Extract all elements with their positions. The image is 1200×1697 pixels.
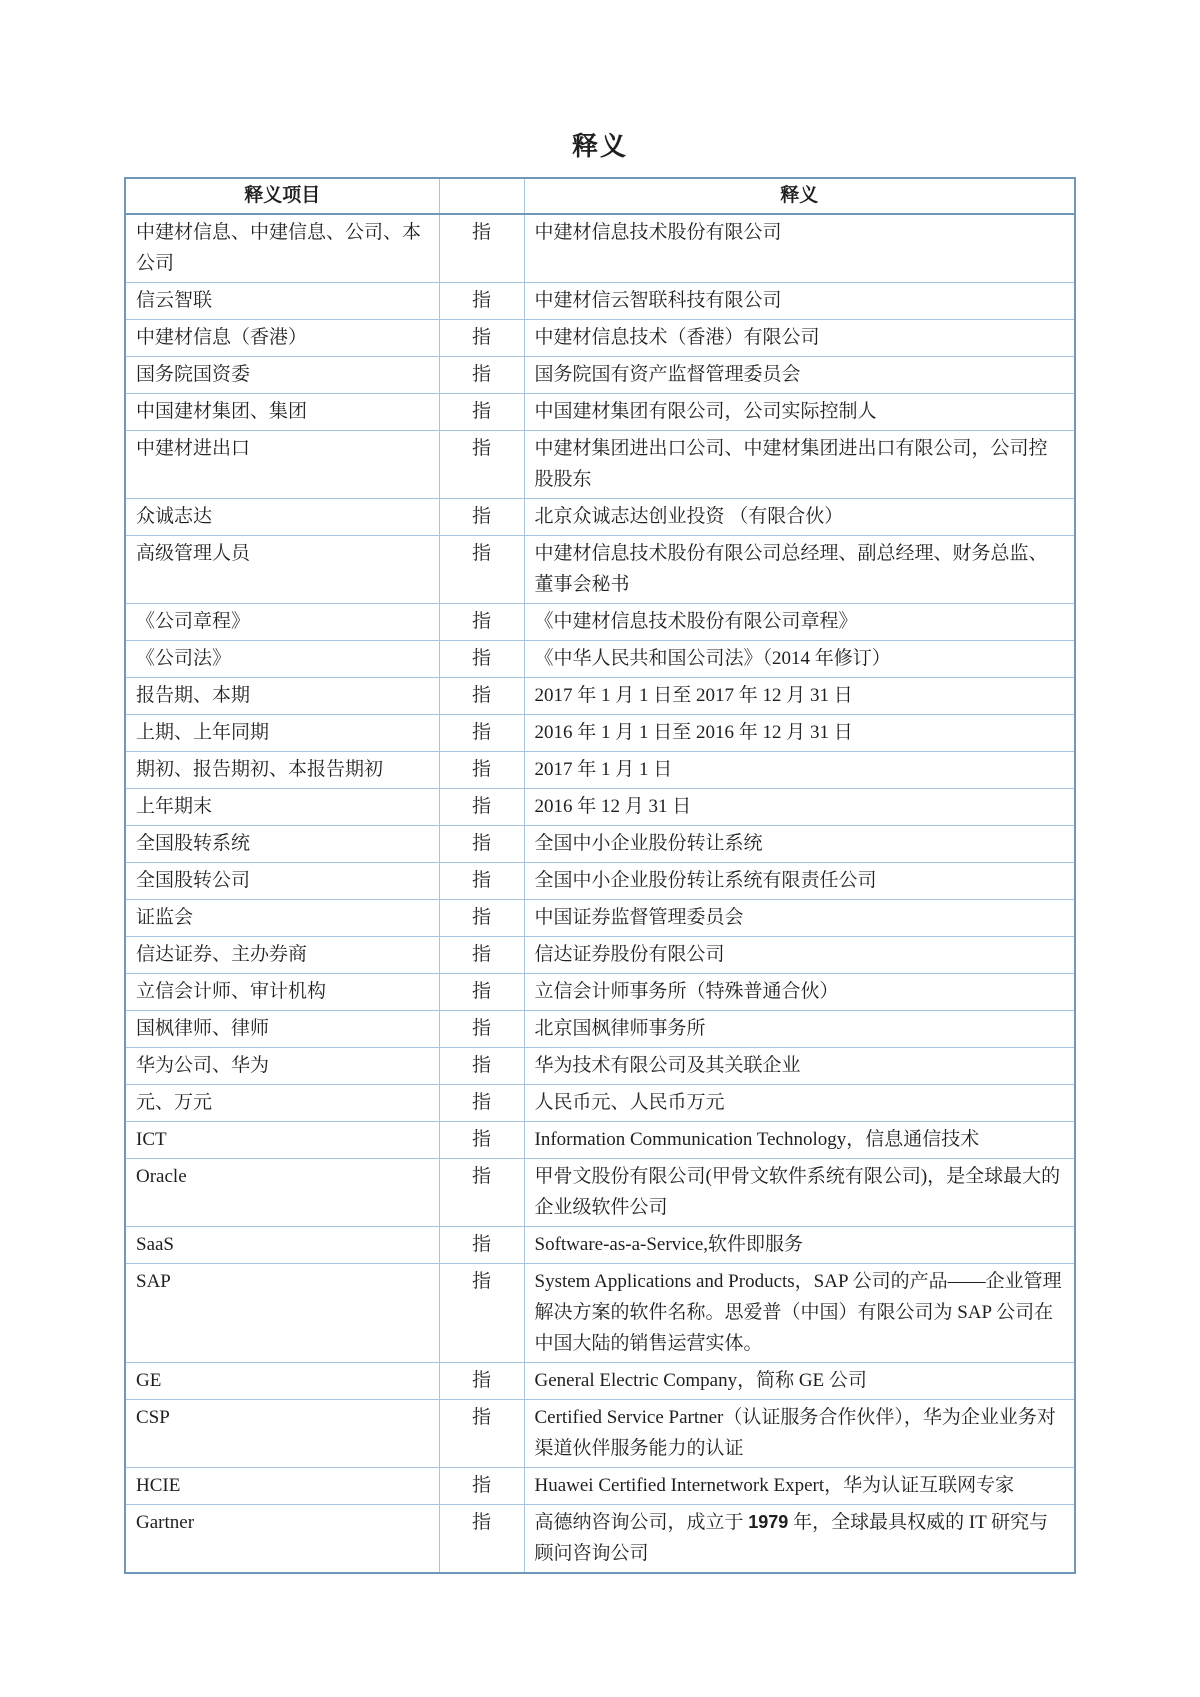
term-cell: 《公司章程》 <box>125 604 439 641</box>
definition-segment: Software-as-a-Service,软件即服务 <box>534 1234 804 1255</box>
term-cell: 高级管理人员 <box>125 536 439 604</box>
table-row <box>125 283 1075 320</box>
definition-cell <box>524 826 1075 863</box>
pointer-cell: 指 <box>439 283 524 320</box>
definition-segment: 2016 年 1 月 1 日至 2016 年 12 月 31 日 <box>534 722 853 743</box>
definition-cell <box>524 1122 1075 1159</box>
term-cell: 元、万元 <box>125 1085 439 1122</box>
term-cell: 上年期末 <box>125 789 439 826</box>
term-cell: 上期、上年同期 <box>125 715 439 752</box>
table-row <box>125 1363 1075 1400</box>
page-title: 释义 <box>571 132 628 162</box>
definition-cell <box>524 394 1075 431</box>
term-cell: 众诚志达 <box>125 499 439 536</box>
definition-segment: 高德纳咨询公司，成立于 <box>534 1512 749 1533</box>
definitions-table-body <box>125 214 1075 1573</box>
term-cell: GE <box>125 1363 439 1400</box>
definition-segment: 北京国枫律师事务所 <box>534 1018 706 1039</box>
table-row <box>125 974 1075 1011</box>
table-row <box>125 715 1075 752</box>
definition-cell <box>524 1505 1075 1574</box>
table-row <box>125 1122 1075 1159</box>
term-cell: 报告期、本期 <box>125 678 439 715</box>
term-cell: SaaS <box>125 1227 439 1264</box>
table-row <box>125 1264 1075 1363</box>
definition-segment: General Electric Company，简称 GE 公司 <box>534 1370 867 1391</box>
pointer-cell: 指 <box>439 937 524 974</box>
definition-cell <box>524 1363 1075 1400</box>
term-cell: ICT <box>125 1122 439 1159</box>
definition-cell <box>524 900 1075 937</box>
definition-segment: 年，全球最具权威的 IT 研究与顾问咨询公司 <box>534 1512 1049 1564</box>
definition-segment: 2017 年 1 月 1 日至 2017 年 12 月 31 日 <box>534 685 853 706</box>
pointer-cell: 指 <box>439 789 524 826</box>
definition-cell <box>524 604 1075 641</box>
table-row <box>125 499 1075 536</box>
definition-cell <box>524 357 1075 394</box>
definition-segment: 甲骨文股份有限公司(甲骨文软件系统有限公司)，是全球最大的企业级软件公司 <box>534 1166 1061 1218</box>
definition-segment: 全国中小企业股份转让系统有限责任公司 <box>534 870 877 891</box>
definition-cell <box>524 937 1075 974</box>
definition-cell <box>524 752 1075 789</box>
definition-cell <box>524 1011 1075 1048</box>
pointer-cell: 指 <box>439 320 524 357</box>
term-cell: 中建材信息、中建信息、公司、本公司 <box>125 214 439 283</box>
definition-cell <box>524 1085 1075 1122</box>
definition-segment: 中国证券监督管理委员会 <box>534 907 744 928</box>
term-cell: CSP <box>125 1400 439 1468</box>
table-row <box>125 1400 1075 1468</box>
header-cell-definition: 释义 <box>524 178 1075 214</box>
definition-segment: Huawei Certified Internetwork Expert，华为认证互联网专家 <box>534 1475 1015 1496</box>
definition-cell <box>524 789 1075 826</box>
table-row <box>125 604 1075 641</box>
definition-segment: 中建材信息技术股份有限公司总经理、副总经理、财务总监、董事会秘书 <box>534 543 1048 595</box>
header-cell-term: 释义项目 <box>125 178 439 214</box>
definitions-table <box>124 177 1076 1574</box>
pointer-cell: 指 <box>439 357 524 394</box>
definition-segment: 华为技术有限公司及其关联企业 <box>534 1055 801 1076</box>
table-row <box>125 641 1075 678</box>
table-row <box>125 1227 1075 1264</box>
definition-segment: 中建材信云智联科技有限公司 <box>534 290 782 311</box>
table-row <box>125 1468 1075 1505</box>
definition-segment: 人民币元、人民币万元 <box>534 1092 725 1113</box>
term-cell: 华为公司、华为 <box>125 1048 439 1085</box>
definition-segment: Certified Service Partner（认证服务合作伙伴），华为企业业务对渠道伙伴服务能力的认证 <box>534 1407 1056 1459</box>
definition-cell <box>524 1159 1075 1227</box>
term-cell: 中建材进出口 <box>125 431 439 499</box>
definitions-table-header <box>125 178 1075 214</box>
term-cell: 全国股转系统 <box>125 826 439 863</box>
pointer-cell: 指 <box>439 1400 524 1468</box>
table-row <box>125 431 1075 499</box>
term-cell: 期初、报告期初、本报告期初 <box>125 752 439 789</box>
definition-segment: 2017 年 1 月 1 日 <box>534 759 673 780</box>
pointer-cell: 指 <box>439 499 524 536</box>
definition-cell <box>524 431 1075 499</box>
definition-cell <box>524 1400 1075 1468</box>
definition-cell <box>524 536 1075 604</box>
table-row <box>125 826 1075 863</box>
definition-segment: 信达证券股份有限公司 <box>534 944 725 965</box>
definition-cell <box>524 678 1075 715</box>
pointer-cell: 指 <box>439 678 524 715</box>
table-row <box>125 1159 1075 1227</box>
definition-cell <box>524 974 1075 1011</box>
pointer-cell: 指 <box>439 214 524 283</box>
term-cell: 信达证券、主办券商 <box>125 937 439 974</box>
definition-cell <box>524 214 1075 283</box>
term-cell: 《公司法》 <box>125 641 439 678</box>
term-cell: 中建材信息（香港） <box>125 320 439 357</box>
term-cell: Oracle <box>125 1159 439 1227</box>
definition-cell <box>524 283 1075 320</box>
pointer-cell: 指 <box>439 715 524 752</box>
header-cell-pointer <box>439 178 524 214</box>
pointer-cell: 指 <box>439 863 524 900</box>
definition-segment-bold: 1979 <box>748 1512 789 1532</box>
pointer-cell: 指 <box>439 431 524 499</box>
term-cell: 信云智联 <box>125 283 439 320</box>
pointer-cell: 指 <box>439 1122 524 1159</box>
table-row <box>125 394 1075 431</box>
definition-cell <box>524 641 1075 678</box>
term-cell: 国务院国资委 <box>125 357 439 394</box>
definition-segment: Information Communication Technology，信息通信技术 <box>534 1129 980 1150</box>
table-row <box>125 900 1075 937</box>
definition-cell <box>524 1227 1075 1264</box>
table-row <box>125 536 1075 604</box>
pointer-cell: 指 <box>439 1227 524 1264</box>
term-cell: 国枫律师、律师 <box>125 1011 439 1048</box>
definition-segment: 全国中小企业股份转让系统 <box>534 833 763 854</box>
table-row <box>125 320 1075 357</box>
pointer-cell: 指 <box>439 1159 524 1227</box>
definition-segment: 中建材信息技术股份有限公司 <box>534 222 782 243</box>
table-row <box>125 752 1075 789</box>
pointer-cell: 指 <box>439 536 524 604</box>
pointer-cell: 指 <box>439 974 524 1011</box>
table-row <box>125 789 1075 826</box>
pointer-cell: 指 <box>439 1505 524 1574</box>
table-row <box>125 1505 1075 1574</box>
pointer-cell: 指 <box>439 1085 524 1122</box>
definition-cell <box>524 1048 1075 1085</box>
table-row <box>125 214 1075 283</box>
definition-cell <box>524 715 1075 752</box>
definition-cell <box>524 499 1075 536</box>
definition-segment: 中国建材集团有限公司，公司实际控制人 <box>534 401 877 422</box>
term-cell: 全国股转公司 <box>125 863 439 900</box>
pointer-cell: 指 <box>439 1363 524 1400</box>
term-cell: 立信会计师、审计机构 <box>125 974 439 1011</box>
definition-segment: 《中建材信息技术股份有限公司章程》 <box>534 611 858 632</box>
pointer-cell: 指 <box>439 1011 524 1048</box>
term-cell: SAP <box>125 1264 439 1363</box>
term-cell: 证监会 <box>125 900 439 937</box>
table-row <box>125 1011 1075 1048</box>
pointer-cell: 指 <box>439 604 524 641</box>
table-row <box>125 1085 1075 1122</box>
pointer-cell: 指 <box>439 1264 524 1363</box>
definition-segment: 《中华人民共和国公司法》（2014 年修订） <box>534 648 891 669</box>
table-row <box>125 678 1075 715</box>
definition-segment: System Applications and Products，SAP 公司的产品——企业管理解决方案的软件名称。思爱普（中国）有限公司为 SAP 公司在中国大陆的销售运营实体。 <box>534 1271 1062 1354</box>
term-cell: 中国建材集团、集团 <box>125 394 439 431</box>
pointer-cell: 指 <box>439 641 524 678</box>
table-row <box>125 863 1075 900</box>
pointer-cell: 指 <box>439 752 524 789</box>
definition-segment: 立信会计师事务所（特殊普通合伙） <box>534 981 839 1002</box>
definition-segment: 中建材信息技术（香港）有限公司 <box>534 327 820 348</box>
pointer-cell: 指 <box>439 1048 524 1085</box>
pointer-cell: 指 <box>439 900 524 937</box>
pointer-cell: 指 <box>439 394 524 431</box>
definition-segment: 北京众诚志达创业投资 （有限合伙） <box>534 506 844 527</box>
definition-cell <box>524 863 1075 900</box>
term-cell: Gartner <box>125 1505 439 1574</box>
table-row <box>125 937 1075 974</box>
definition-segment: 国务院国有资产监督管理委员会 <box>534 364 801 385</box>
pointer-cell: 指 <box>439 1468 524 1505</box>
table-row <box>125 1048 1075 1085</box>
term-cell: HCIE <box>125 1468 439 1505</box>
table-row <box>125 357 1075 394</box>
definition-segment: 2016 年 12 月 31 日 <box>534 796 692 817</box>
definition-cell <box>524 320 1075 357</box>
definition-segment: 中建材集团进出口公司、中建材集团进出口有限公司，公司控股股东 <box>534 438 1048 490</box>
definition-cell <box>524 1264 1075 1363</box>
definition-cell <box>524 1468 1075 1505</box>
header-row <box>125 178 1075 214</box>
pointer-cell: 指 <box>439 826 524 863</box>
